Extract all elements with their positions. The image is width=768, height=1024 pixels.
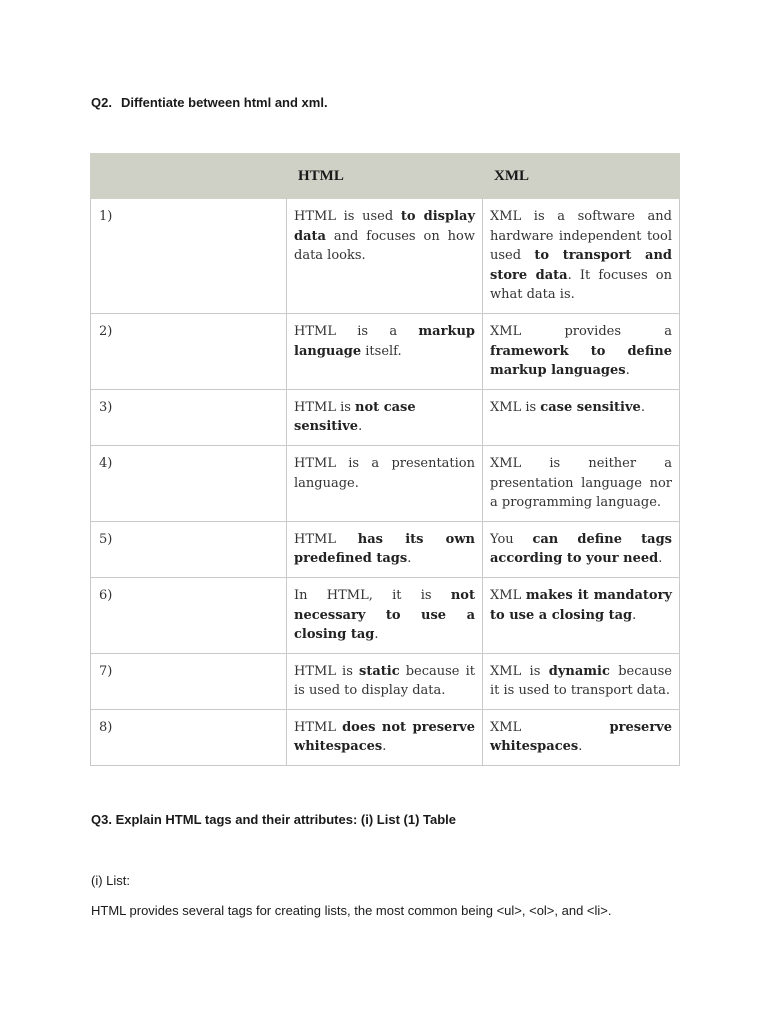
xml-cell: You can define tags according to your need. — [483, 521, 680, 577]
html-cell: HTML is not case sensitive. — [287, 389, 483, 445]
table-row — [91, 199, 680, 314]
table-row — [91, 521, 680, 577]
header-html: HTML — [287, 154, 483, 199]
table-header-row — [91, 154, 680, 199]
xml-cell: XML is dynamic because it is used to transport data. — [483, 653, 680, 709]
xml-cell: XML is a software and hardware independent tool used to transport and store data. It focuses on what data is. — [483, 199, 680, 314]
row-number: 6) — [91, 577, 287, 653]
row-number: 1) — [91, 199, 287, 314]
row-number: 8) — [91, 709, 287, 765]
html-xml-comparison-table — [90, 153, 680, 766]
html-cell: HTML is a presentation language. — [287, 445, 483, 521]
table-row — [91, 445, 680, 521]
html-cell: HTML is used to display data and focuses on how data looks. — [287, 199, 483, 314]
header-xml: XML — [483, 154, 680, 199]
html-cell: HTML has its own predefined tags. — [287, 521, 483, 577]
row-number: 3) — [91, 389, 287, 445]
row-number: 7) — [91, 653, 287, 709]
table-row — [91, 389, 680, 445]
header-blank — [91, 154, 287, 199]
q2-number: Q2. — [91, 95, 112, 110]
html-cell: HTML does not preserve whitespaces. — [287, 709, 483, 765]
q2-title: Diffentiate between html and xml. — [120, 95, 328, 110]
row-number: 5) — [91, 521, 287, 577]
q2-heading — [91, 95, 328, 110]
html-cell: In HTML, it is not necessary to use a closing tag. — [287, 577, 483, 653]
table-row — [91, 709, 680, 765]
list-section-label: (i) List: — [91, 873, 130, 888]
row-number: 2) — [91, 313, 287, 389]
html-cell: HTML is a markup language itself. — [287, 313, 483, 389]
table-row — [91, 313, 680, 389]
html-cell: HTML is static because it is used to display data. — [287, 653, 483, 709]
xml-cell: XML provides a framework to define markup languages. — [483, 313, 680, 389]
row-number: 4) — [91, 445, 287, 521]
xml-cell: XML preserve whitespaces. — [483, 709, 680, 765]
xml-cell: XML makes it mandatory to use a closing tag. — [483, 577, 680, 653]
xml-cell: XML is neither a presentation language nor a programming language. — [483, 445, 680, 521]
q3-heading: Q3. Explain HTML tags and their attributes: (i) List (1) Table — [91, 812, 457, 827]
table-row — [91, 577, 680, 653]
list-section-text: HTML provides several tags for creating lists, the most common being <ul>, <ol>, and <li>. — [91, 903, 612, 918]
table-row — [91, 653, 680, 709]
xml-cell: XML is case sensitive. — [483, 389, 680, 445]
